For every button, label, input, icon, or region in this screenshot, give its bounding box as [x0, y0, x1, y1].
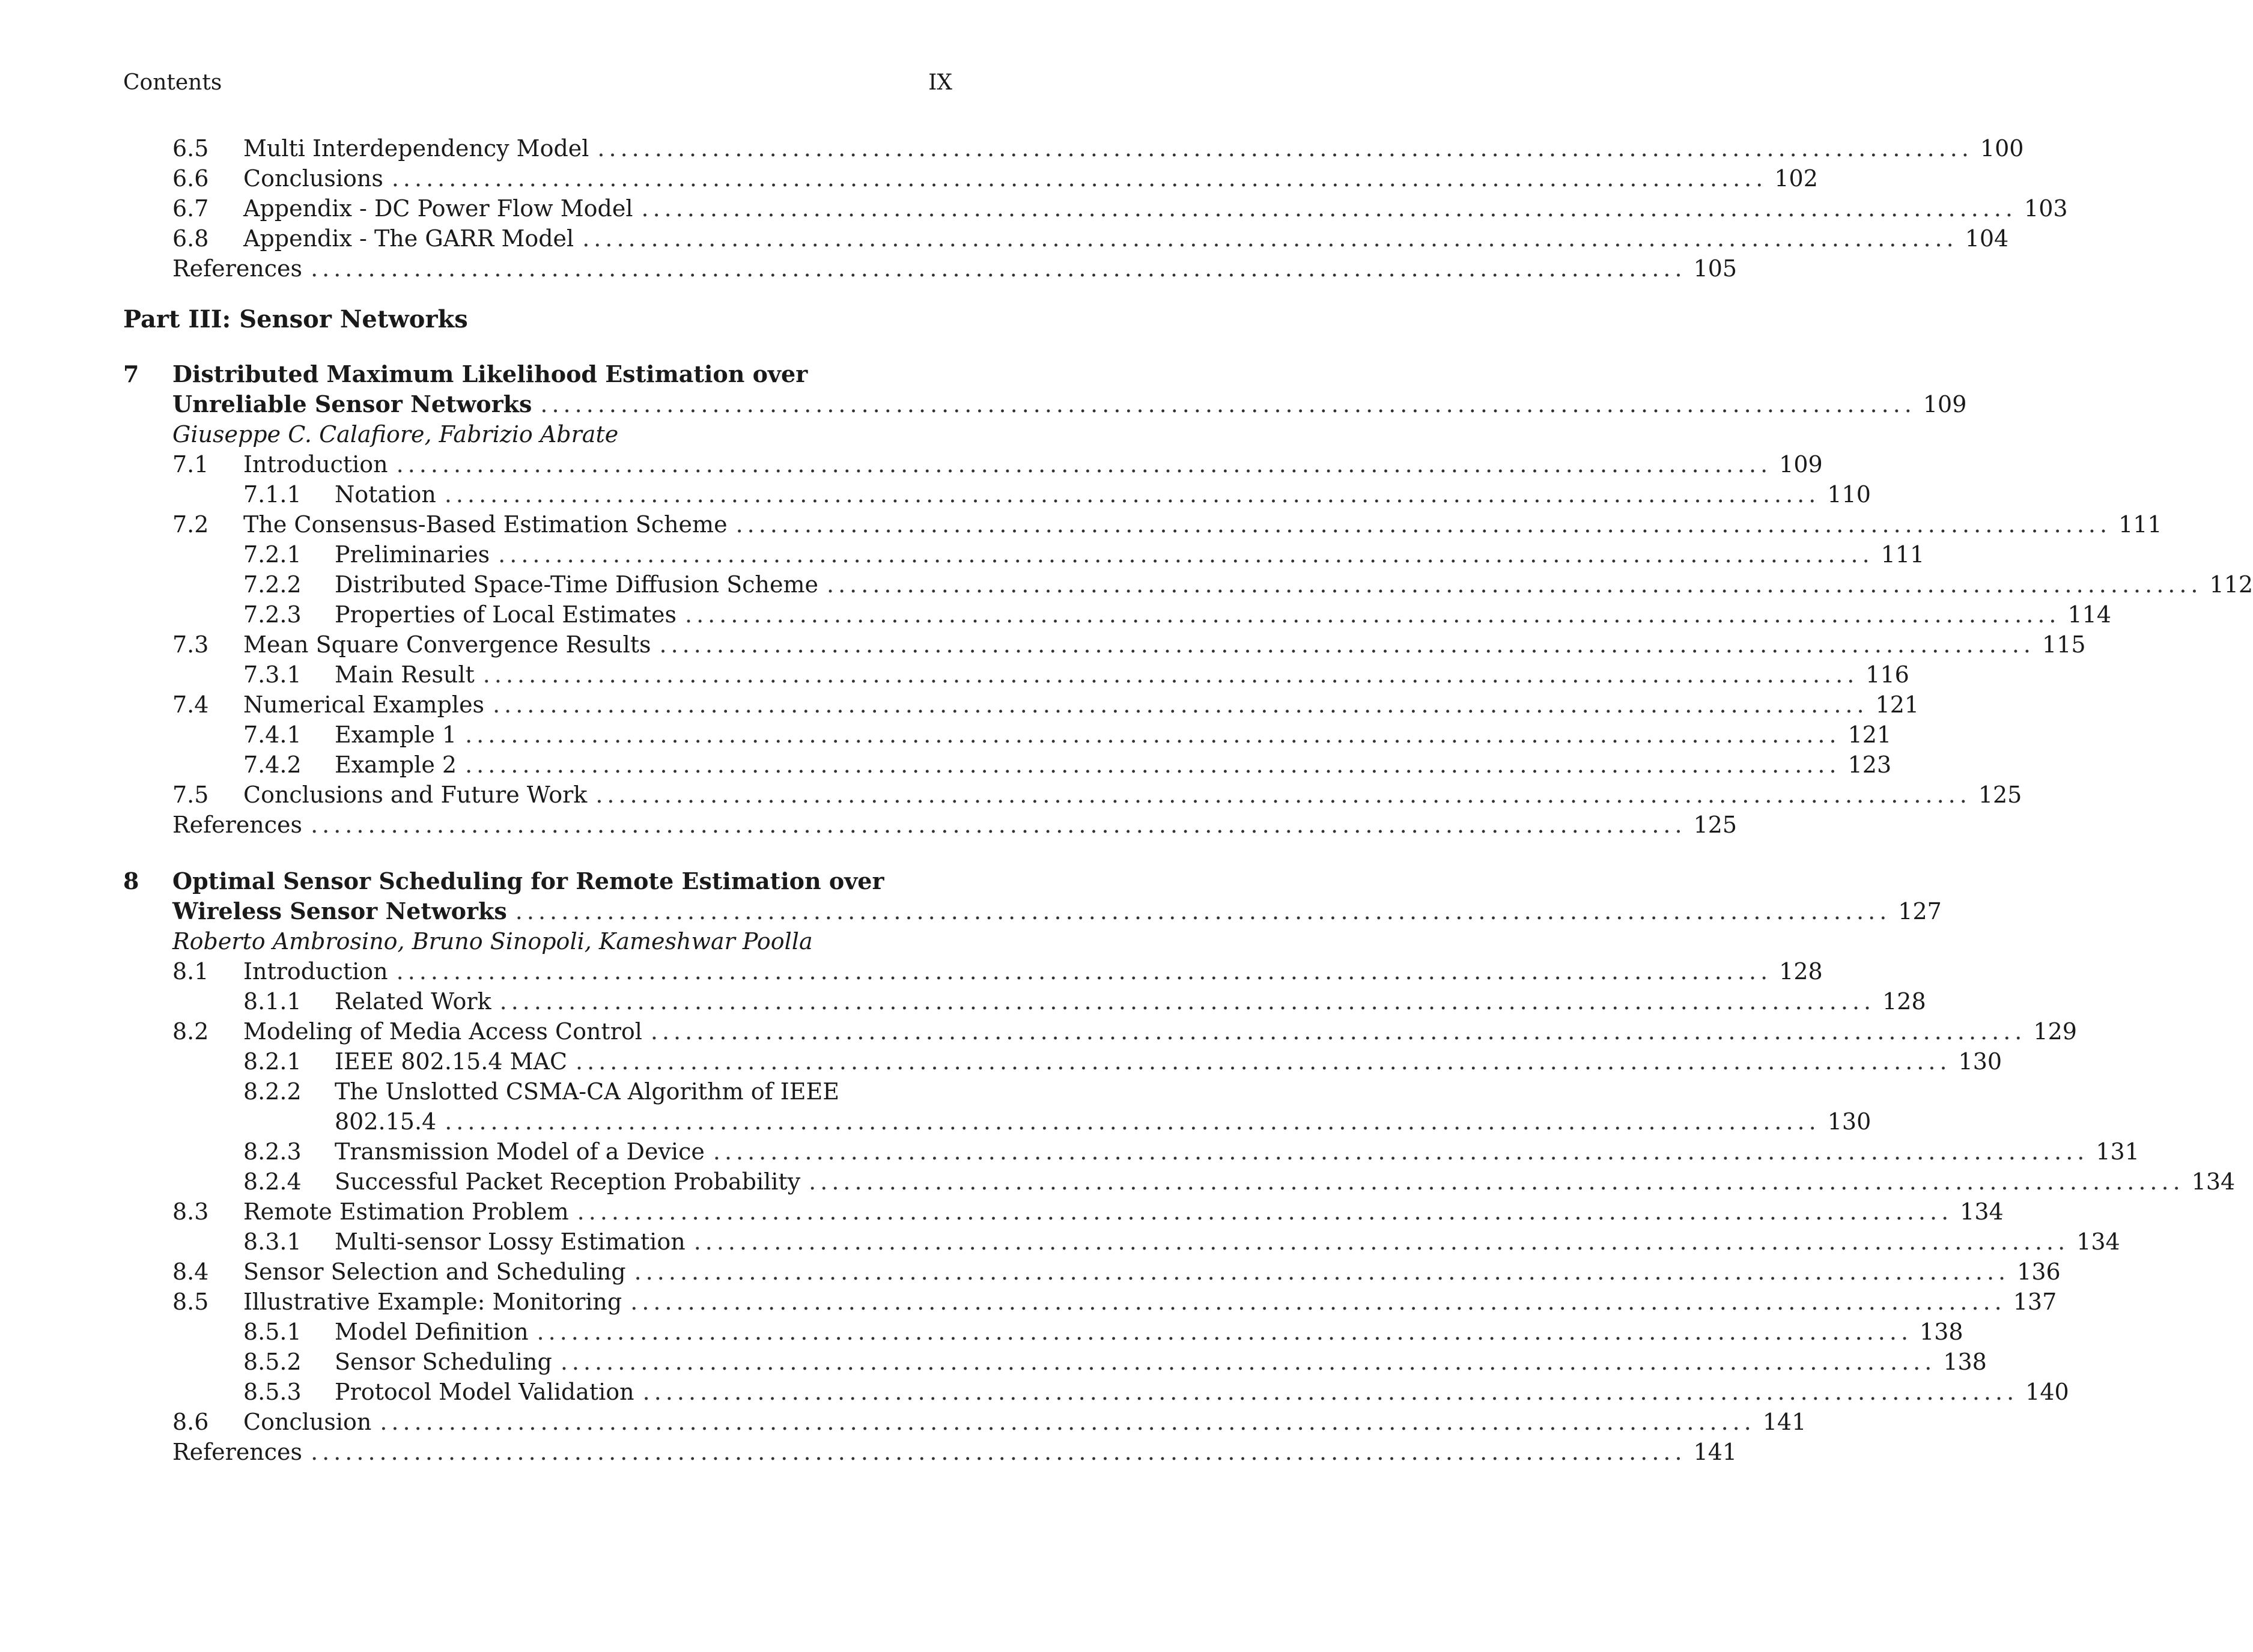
toc-section-6-6[interactable] [123, 163, 1818, 193]
chapter-8-authors [123, 926, 952, 956]
section-title: Conclusion [243, 1409, 372, 1435]
page-number: 138 [1943, 1349, 1987, 1375]
page-number: 128 [1779, 958, 1823, 985]
section-title: Conclusions [243, 165, 383, 192]
part-heading: Part III: Sensor Networks [123, 305, 468, 333]
toc-section[interactable] [123, 690, 1920, 720]
toc-section-6-5[interactable] [123, 133, 2024, 163]
page-number: 104 [1965, 225, 2009, 252]
toc-subsection[interactable] [123, 1167, 2236, 1197]
page-number: 140 [2025, 1379, 2069, 1405]
subsection-title: Preliminaries [335, 541, 490, 568]
dot-leader: ........................................................................................................................ [827, 571, 2203, 598]
toc-subsection[interactable] [123, 720, 1892, 750]
subsection-title: IEEE 802.15.4 MAC [335, 1048, 568, 1075]
chapter-title: Wireless Sensor Networks [172, 897, 507, 925]
toc-subsection[interactable] [123, 1077, 952, 1107]
toc-section-6-8[interactable] [123, 223, 2009, 254]
chapter-number: 7 [123, 360, 139, 387]
subsection-title-continued: 802.15.4 [335, 1108, 437, 1135]
table-of-contents [123, 133, 2253, 1467]
page-number: 111 [2118, 511, 2162, 538]
toc-subsection[interactable] [123, 986, 1926, 1016]
page-number: 127 [1898, 898, 1942, 925]
page-number: 121 [1847, 721, 1892, 748]
toc-section[interactable] [123, 509, 2162, 539]
subsection-number: 7.4.1 [243, 721, 302, 748]
page-number: 103 [2024, 195, 2068, 222]
running-head-page-number: IX [928, 70, 952, 95]
toc-subsection[interactable] [123, 660, 1909, 690]
chapter-7-title-line-1[interactable] [123, 359, 952, 389]
section-number: 7.4 [172, 691, 209, 718]
toc-references-ch8[interactable] [123, 1437, 1738, 1467]
section-number: 8.1 [172, 958, 209, 985]
subsection-title: Model Definition [335, 1319, 529, 1345]
chapter-8-title-line-1[interactable] [123, 866, 952, 896]
subsection-title: Transmission Model of a Device [335, 1138, 705, 1165]
subsection-number: 7.4.2 [243, 752, 302, 778]
subsection-number: 8.3.1 [243, 1228, 302, 1255]
page-number: 109 [1923, 391, 1967, 418]
section-title: Appendix - DC Power Flow Model [243, 195, 633, 222]
dot-leader: ........................................................................................................................ [311, 812, 1686, 838]
section-title: Introduction [243, 451, 388, 478]
subsection-title: Successful Packet Reception Probability [335, 1168, 801, 1195]
dot-leader: ........................................................................................................................ [582, 225, 1958, 252]
section-title: Multi Interdependency Model [243, 135, 589, 162]
subsection-number: 8.2.3 [243, 1138, 302, 1165]
section-title: Remote Estimation Problem [243, 1198, 569, 1225]
page-number: 102 [1774, 165, 1818, 192]
toc-subsection[interactable] [123, 750, 1892, 780]
page-number: 138 [1920, 1319, 1963, 1345]
page-number: 136 [2017, 1259, 2061, 1285]
page-number: 121 [1875, 691, 1920, 718]
subsection-title: Multi-sensor Lossy Estimation [335, 1228, 686, 1255]
dot-leader: ........................................................................................................................ [597, 135, 1973, 162]
dot-leader: ........................................................................................................................ [642, 1379, 2019, 1405]
dot-leader: ........................................................................................................................ [444, 481, 1820, 508]
chapter-title: Distributed Maximum Likelihood Estimation over [172, 360, 808, 387]
toc-section[interactable] [123, 449, 1823, 479]
chapter-spacer [123, 840, 952, 866]
page-number: 116 [1865, 661, 1909, 688]
subsection-number: 7.1.1 [243, 481, 302, 508]
subsection-number: 7.2.1 [243, 541, 302, 568]
chapter-7-authors [123, 419, 952, 449]
toc-subsection[interactable] [123, 1377, 2069, 1407]
dot-leader: ........................................................................................................................ [693, 1228, 2070, 1255]
toc-subsection[interactable] [123, 1137, 2139, 1167]
chapter-8-title-line-2[interactable] [123, 896, 1942, 926]
running-head [123, 67, 952, 99]
chapter-number: 8 [123, 867, 139, 894]
dot-leader: ........................................................................................................................ [396, 958, 1772, 985]
toc-subsection[interactable] [123, 1227, 2120, 1257]
section-number: 7.1 [172, 451, 209, 478]
page-number: 128 [1882, 988, 1926, 1015]
page-number: 112 [2209, 571, 2253, 598]
dot-leader: ........................................................................................................................ [445, 1108, 1820, 1135]
section-title: Modeling of Media Access Control [243, 1018, 642, 1045]
toc-subsection-continuation[interactable] [123, 1107, 1871, 1137]
toc-subsection[interactable] [123, 479, 1871, 509]
page-number: 137 [2013, 1289, 2057, 1315]
chapter-title: Unreliable Sensor Networks [172, 390, 532, 418]
page-number: 141 [1693, 1439, 1738, 1465]
page-number: 100 [1980, 135, 2024, 162]
dot-leader: ........................................................................................................................ [482, 661, 1859, 688]
dot-leader: ........................................................................................................................ [809, 1168, 2185, 1195]
dot-leader: ........................................................................................................................ [515, 898, 1891, 925]
dot-leader: ........................................................................................................................ [577, 1198, 1953, 1225]
page-number: 125 [1978, 782, 2022, 808]
page-number: 141 [1762, 1409, 1807, 1435]
toc-subsection[interactable] [123, 1347, 1987, 1377]
section-number: 7.5 [172, 782, 209, 808]
toc-section[interactable] [123, 630, 2086, 660]
page-number: 111 [1881, 541, 1925, 568]
dot-leader: ........................................................................................................................ [560, 1349, 1936, 1375]
subsection-title: Protocol Model Validation [335, 1379, 634, 1405]
toc-section[interactable] [123, 1407, 1807, 1437]
section-title: Illustrative Example: Monitoring [243, 1289, 622, 1315]
dot-leader: ........................................................................................................................ [659, 631, 2036, 658]
section-number: 6.5 [172, 135, 209, 162]
authors: Roberto Ambrosino, Bruno Sinopoli, Kameshwar Poolla [172, 928, 813, 955]
page-number: 134 [1960, 1198, 2004, 1225]
subsection-title: Notation [335, 481, 436, 508]
subsection-title: Example 1 [335, 721, 457, 748]
page-number: 123 [1847, 752, 1892, 778]
dot-leader: ........................................................................................................................ [595, 782, 1971, 808]
section-number: 8.3 [172, 1198, 209, 1225]
subsection-number: 7.2.3 [243, 601, 302, 628]
section-number: 6.8 [172, 225, 209, 252]
section-number: 8.6 [172, 1409, 209, 1435]
dot-leader: ........................................................................................................................ [685, 601, 2061, 628]
dot-leader: ........................................................................................................................ [493, 691, 1868, 718]
subsection-number: 8.5.1 [243, 1319, 302, 1345]
dot-leader: ........................................................................................................................ [634, 1259, 2010, 1285]
toc-subsection[interactable] [123, 600, 2112, 630]
toc-subsection[interactable] [123, 539, 1925, 569]
dot-leader: ........................................................................................................................ [540, 391, 1916, 418]
toc-section[interactable] [123, 1016, 2077, 1046]
toc-section[interactable] [123, 1197, 2004, 1227]
subsection-number: 7.3.1 [243, 661, 302, 688]
dot-leader: ........................................................................................................................ [465, 752, 1841, 778]
section-title: Appendix - The GARR Model [243, 225, 574, 252]
section-title: Conclusions and Future Work [243, 782, 588, 808]
section-title: Sensor Selection and Scheduling [243, 1259, 626, 1285]
subsection-title: The Unslotted CSMA-CA Algorithm of IEEE [335, 1078, 839, 1105]
subsection-title: Sensor Scheduling [335, 1349, 552, 1375]
section-number: 8.5 [172, 1289, 209, 1315]
section-number: 8.2 [172, 1018, 209, 1045]
references-title: References [172, 812, 303, 838]
page-number: 109 [1779, 451, 1823, 478]
dot-leader: ........................................................................................................................ [311, 255, 1686, 282]
subsection-number: 8.2.1 [243, 1048, 302, 1075]
toc-section[interactable] [123, 1287, 2057, 1317]
subsection-number: 7.2.2 [243, 571, 302, 598]
subsection-number: 8.2.2 [243, 1078, 302, 1105]
section-title: The Consensus-Based Estimation Scheme [243, 511, 728, 538]
dot-leader: ........................................................................................................................ [391, 165, 1768, 192]
subsection-number: 8.2.4 [243, 1168, 302, 1195]
dot-leader: ........................................................................................................................ [576, 1048, 1951, 1075]
toc-subsection[interactable] [123, 1046, 2002, 1077]
chapter-7-title-line-2[interactable] [123, 389, 1967, 419]
page-number: 125 [1693, 812, 1738, 838]
toc-section[interactable] [123, 956, 1823, 986]
section-title: Introduction [243, 958, 388, 985]
dot-leader: ........................................................................................................................ [641, 195, 2017, 222]
dot-leader: ........................................................................................................................ [396, 451, 1772, 478]
page-number: 134 [2191, 1168, 2236, 1195]
section-title: Numerical Examples [243, 691, 485, 718]
references-title: References [172, 1439, 303, 1465]
page-number: 115 [2042, 631, 2086, 658]
section-number: 7.2 [172, 511, 209, 538]
authors: Giuseppe C. Calafiore, Fabrizio Abrate [172, 421, 619, 448]
chapter-title: Optimal Sensor Scheduling for Remote Estimation over [172, 867, 884, 894]
page-number: 105 [1693, 255, 1738, 282]
page-number: 130 [1958, 1048, 2002, 1075]
subsection-number: 8.1.1 [243, 988, 302, 1015]
toc-references-ch6[interactable] [123, 254, 1738, 284]
subsection-title: Related Work [335, 988, 491, 1015]
section-number: 6.7 [172, 195, 209, 222]
subsection-number: 8.5.3 [243, 1379, 302, 1405]
toc-subsection[interactable] [123, 569, 2253, 600]
toc-section[interactable] [123, 780, 2022, 810]
toc-subsection[interactable] [123, 1317, 1963, 1347]
dot-leader: ........................................................................................................................ [630, 1289, 2006, 1315]
page-number: 130 [1827, 1108, 1871, 1135]
subsection-number: 8.5.2 [243, 1349, 302, 1375]
dot-leader: ........................................................................................................................ [465, 721, 1841, 748]
dot-leader: ........................................................................................................................ [498, 541, 1874, 568]
toc-references-ch7[interactable] [123, 810, 1738, 840]
subsection-title: Properties of Local Estimates [335, 601, 677, 628]
running-head-title: Contents [123, 70, 222, 95]
dot-leader: ........................................................................................................................ [735, 511, 2112, 538]
toc-section-6-7[interactable] [123, 193, 2068, 223]
dot-leader: ........................................................................................................................ [380, 1409, 1756, 1435]
subsection-title: Example 2 [335, 752, 457, 778]
page-number: 134 [2076, 1228, 2120, 1255]
section-number: 8.4 [172, 1259, 209, 1285]
subsection-title: Main Result [335, 661, 475, 688]
dot-leader: ........................................................................................................................ [311, 1439, 1686, 1465]
toc-section[interactable] [123, 1257, 2061, 1287]
dot-leader: ........................................................................................................................ [499, 988, 1876, 1015]
page-number: 114 [2067, 601, 2112, 628]
section-number: 6.6 [172, 165, 209, 192]
section-title: Mean Square Convergence Results [243, 631, 651, 658]
dot-leader: ........................................................................................................................ [713, 1138, 2089, 1165]
page-number: 131 [2096, 1138, 2139, 1165]
subsection-title: Distributed Space-Time Diffusion Scheme [335, 571, 819, 598]
section-number: 7.3 [172, 631, 209, 658]
page-number: 110 [1827, 481, 1871, 508]
dot-leader: ........................................................................................................................ [650, 1018, 2026, 1045]
references-title: References [172, 255, 303, 282]
page-number: 129 [2033, 1018, 2077, 1045]
dot-leader: ........................................................................................................................ [537, 1319, 1913, 1345]
